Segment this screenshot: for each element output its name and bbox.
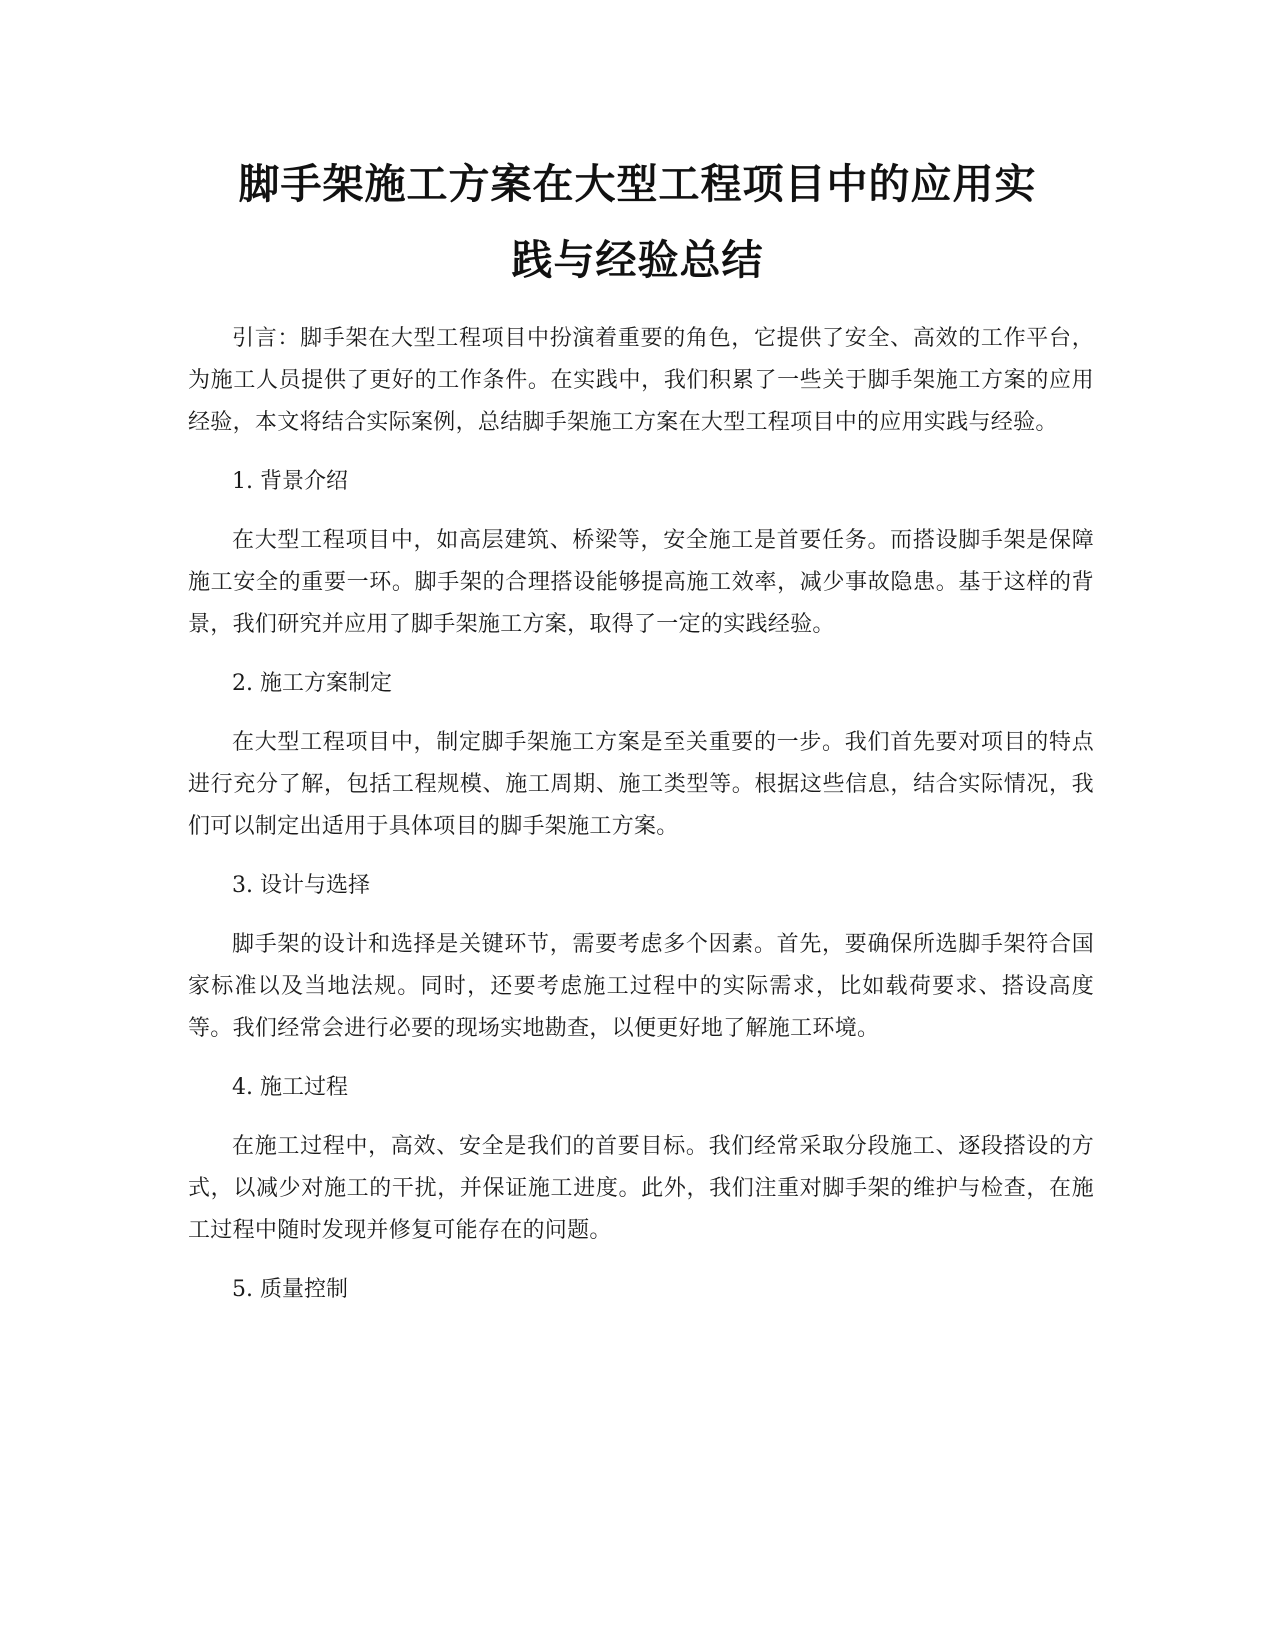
title-line-1: 脚手架施工方案在大型工程项目中的应用实 [238,160,1037,208]
section-heading-plan: 2. 施工方案制定 [232,671,392,696]
section-heading-background: 1. 背景介绍 [232,469,348,494]
intro-paragraph: 引言：脚手架在大型工程项目中扮演着重要的角色，它提供了安全、高效的工作平台，为施工人员提供了更好的工作条件。在实践中，我们积累了一些关于脚手架施工方案的应用经验，本文将结合实际案例，总结脚手架施工方案在大型工程项目中的应用实践与经验。 [188,326,1094,435]
document-title [180,146,1095,298]
title-line-2: 践与经验总结 [511,236,764,284]
section-heading-process: 4. 施工过程 [232,1075,348,1100]
section-paragraph-plan: 在大型工程项目中，制定脚手架施工方案是至关重要的一步。我们首先要对项目的特点进行充分了解，包括工程规模、施工周期、施工类型等。根据这些信息，结合实际情况，我们可以制定出适用于具体项目的脚手架施工方案。 [188,730,1094,839]
section-heading-quality: 5. 质量控制 [232,1277,348,1302]
document-body [188,318,1094,1328]
section-paragraph-design: 脚手架的设计和选择是关键环节，需要考虑多个因素。首先，要确保所选脚手架符合国家标准以及当地法规。同时，还要考虑施工过程中的实际需求，比如载荷要求、搭设高度等。我们经常会进行必要的现场实地勘查，以便更好地了解施工环境。 [188,932,1094,1041]
section-heading-design: 3. 设计与选择 [232,873,370,898]
section-paragraph-background: 在大型工程项目中，如高层建筑、桥梁等，安全施工是首要任务。而搭设脚手架是保障施工安全的重要一环。脚手架的合理搭设能够提高施工效率，减少事故隐患。基于这样的背景，我们研究并应用了脚手架施工方案，取得了一定的实践经验。 [188,528,1094,637]
section-paragraph-process: 在施工过程中，高效、安全是我们的首要目标。我们经常采取分段施工、逐段搭设的方式，以减少对施工的干扰，并保证施工进度。此外，我们注重对脚手架的维护与检查，在施工过程中随时发现并修复可能存在的问题。 [188,1134,1094,1243]
